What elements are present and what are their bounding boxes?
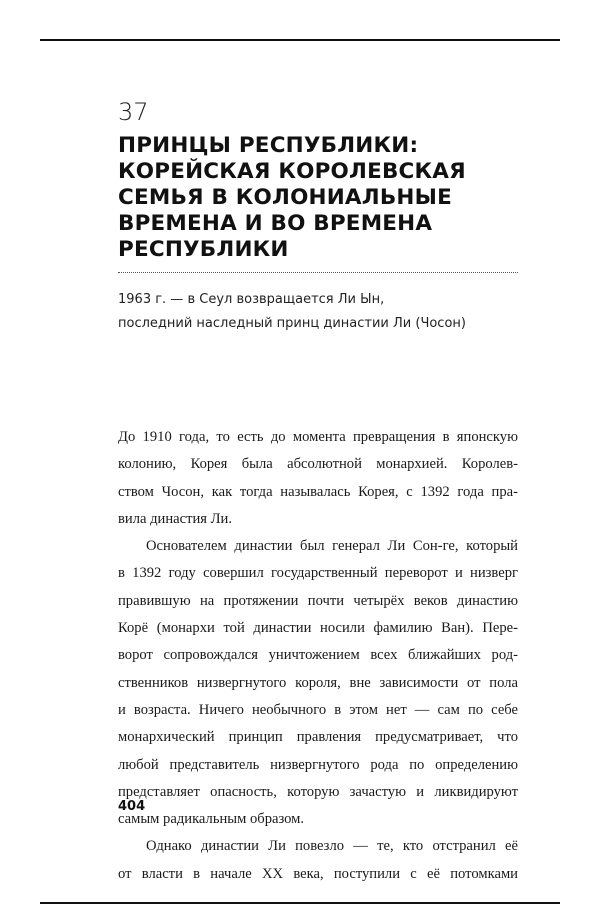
chapter-subtitle <box>118 288 466 336</box>
body-line: ственников низвергнутого короля, вне зависимости от пола <box>118 674 518 691</box>
body-line: в 1392 году совершил государственный переворот и низверг <box>118 565 518 582</box>
chapter-title-line: ПРИНЦЫ РЕСПУБЛИКИ: <box>118 133 419 158</box>
chapter-title-line: СЕМЬЯ В КОЛОНИАЛЬНЫЕ <box>118 185 452 210</box>
chapter-title-line: РЕСПУБЛИКИ <box>118 237 289 262</box>
body-line: самым радикальным образом. <box>118 811 305 828</box>
chapter-title-line: ВРЕМЕНА И ВО ВРЕМЕНА <box>118 211 433 236</box>
subtitle-line: 1963 г. — в Сеул возвращается Ли Ын, <box>118 292 385 307</box>
subtitle-line: последний наследный принц династии Ли (Чосон) <box>118 316 466 331</box>
dotted-divider <box>118 272 518 273</box>
chapter-title-line: КОРЕЙСКАЯ КОРОЛЕВСКАЯ <box>118 159 466 184</box>
chapter-title <box>118 133 538 263</box>
body-line: Однако династии Ли повезло — те, кто отстранил её <box>146 838 518 855</box>
chapter-number: 37 <box>118 98 149 126</box>
body-text <box>118 424 518 888</box>
body-line: от власти в начале XX века, поступили с её потомками <box>118 865 518 882</box>
top-rule <box>40 39 560 41</box>
body-line: колонию, Корея была абсолютной монархией. Королев- <box>118 456 518 473</box>
body-line: До 1910 года, то есть до момента превращения в японскую <box>118 429 518 445</box>
bottom-rule <box>40 902 560 904</box>
body-line: ворот сопровождался уничтожением всех ближайших род- <box>118 647 518 664</box>
body-line: любой представитель низвергнутого рода по определению <box>118 756 518 773</box>
body-line: правившую на протяжении почти четырёх веков династию <box>118 592 518 609</box>
body-line: Корё (монархи той династии носили фамилию Ван). Пере- <box>118 620 518 637</box>
body-line: представляет опасность, которую зачастую и ликвидируют <box>118 783 518 800</box>
body-line: ством Чосон, как тогда называлась Корея, с 1392 года пра- <box>118 483 518 500</box>
body-line: Основателем династии был генерал Ли Сон-ге, который <box>146 538 518 555</box>
body-line: и возраста. Ничего необычного в этом нет — сам по себе <box>118 701 518 718</box>
body-line: монархический принцип правления предусматривает, что <box>118 729 518 746</box>
body-line: вила династия Ли. <box>118 510 233 527</box>
page-number: 404 <box>118 799 146 814</box>
